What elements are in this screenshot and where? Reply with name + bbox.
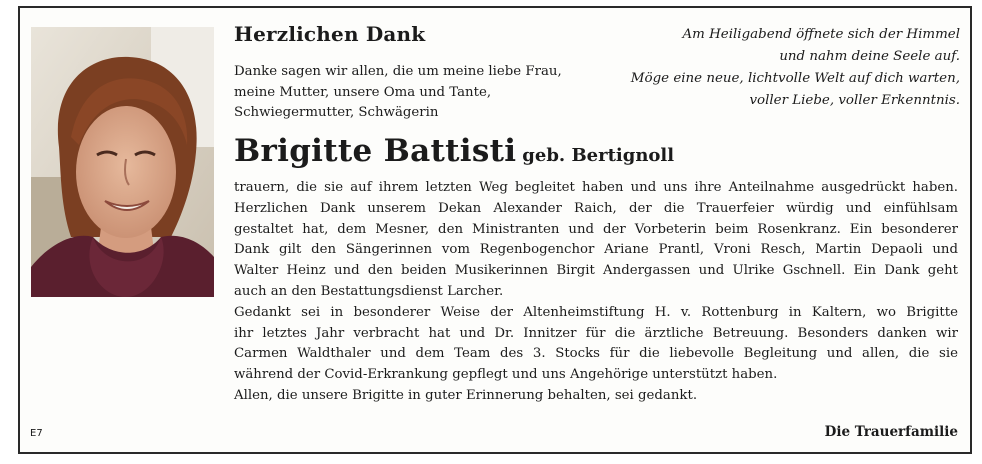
body-line: auch an den Bestattungsdienst Larcher. — [234, 283, 504, 299]
poem-line: und nahm deine Seele auf. — [779, 49, 960, 64]
body-line: Walter Heinz und den beiden Musikerinnen Birgit Andergassen und Ulrike Gschnell. Ein Dank geht — [234, 263, 958, 279]
page-code: E7 — [30, 428, 43, 439]
portrait-photo — [31, 27, 214, 297]
heading: Herzlichen Dank — [234, 22, 426, 46]
body-line: trauern, die sie auf ihrem letzten Weg begleitet haben und uns ihre Anteilnahme ausgedrückt haben. — [234, 180, 958, 195]
deceased-name-line — [234, 133, 674, 169]
born-name: geb. Bertignoll — [522, 145, 675, 166]
body-line: ihr letztes Jahr verbracht hat und Dr. Innitzer für die ärztliche Betreuung. Besonders danken wir — [234, 325, 958, 341]
body-line: Dank gilt den Sängerinnen vom Regenbogenchor Ariane Prantl, Vroni Resch, Martin Depaoli und — [234, 242, 958, 258]
poem-line: voller Liebe, voller Erkenntnis. — [749, 93, 960, 108]
intro-line: Schwiegermutter, Schwägerin — [234, 105, 439, 120]
body-line: während der Covid-Erkrankung gepflegt und uns Angehörige unterstützt haben. — [234, 367, 778, 383]
intro-text — [234, 62, 614, 124]
deceased-name: Brigitte Battisti — [234, 133, 517, 169]
body-line: Herzlichen Dank unserem Dekan Alexander Raich, der die Trauerfeier würdig und einfühlsam — [234, 200, 958, 216]
poem-line: Am Heiligabend öffnete sich der Himmel — [682, 27, 960, 42]
intro-line: meine Mutter, unsere Oma und Tante, — [234, 84, 492, 100]
body-text — [234, 178, 958, 407]
poem — [600, 24, 960, 112]
body-line: gestaltet hat, dem Mesner, den Ministranten und der Vorbeterin beim Rosenkranz. Ein besonderer — [234, 221, 958, 237]
intro-line: Danke sagen wir allen, die um meine liebe Frau, — [234, 64, 562, 79]
signature: Die Trauerfamilie — [824, 424, 958, 440]
poem-line: Möge eine neue, lichtvolle Welt auf dich warten, — [630, 71, 960, 86]
body-line: Carmen Waldthaler und dem Team des 3. Stocks für die liebevolle Begleitung und allen, die sie — [234, 346, 958, 362]
body-line: Allen, die unsere Brigitte in guter Erinnerung behalten, sei gedankt. — [234, 387, 698, 403]
body-line: Gedankt sei in besonderer Weise der Altenheimstiftung H. v. Rottenburg in Kaltern, wo Brigitte — [234, 304, 958, 320]
